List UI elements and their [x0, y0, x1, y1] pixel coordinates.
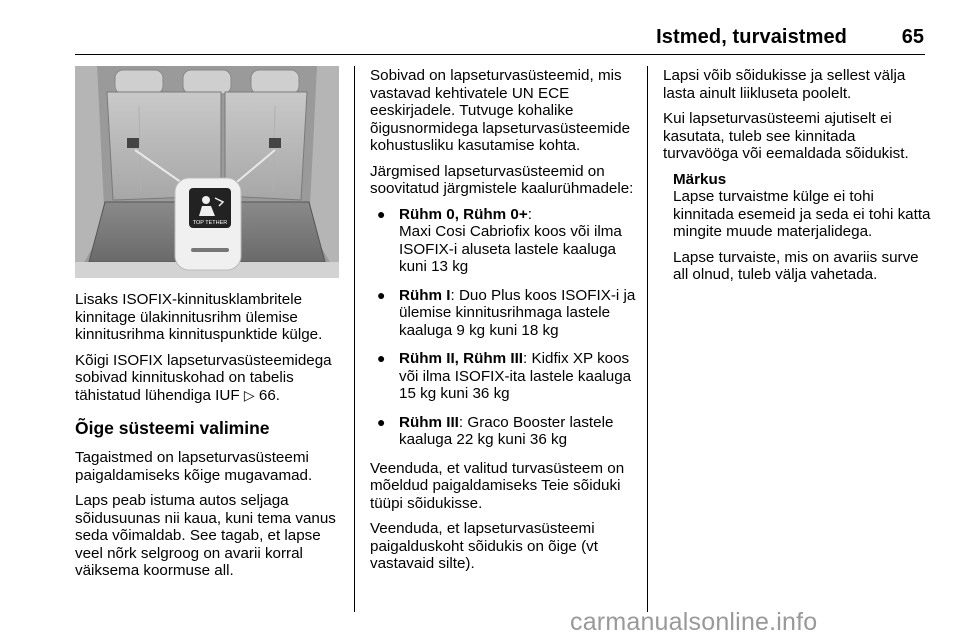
- note-box: [663, 171, 931, 284]
- note-title: Märkus: [673, 170, 727, 188]
- weight-group-list: [370, 206, 638, 449]
- paragraph: Tagaistmed on lapseturvasüsteemi paigaldamiseks kõige mugavamad.: [75, 449, 313, 484]
- bullet-icon: ●: [377, 413, 386, 430]
- bullet-icon: ●: [377, 205, 386, 222]
- top-tether-illustration: [75, 66, 339, 278]
- list-item: ● Rühm III: Graco Booster lastele kaaluga 22 kg kuni 36 kg: [377, 413, 614, 448]
- page-header: [0, 22, 960, 52]
- list-item: ● Rühm 0, Rühm 0+: Maxi Cosi Cabriofix koos või ilma ISOFIX-i aluseta lastele kaaluga kuni 13 kg: [377, 205, 622, 275]
- page-number: 65: [901, 26, 924, 48]
- paragraph: Veenduda, et valitud turvasüsteem on mõeldud paigaldamiseks Teie sõiduki tüüpi sõidukisse.: [370, 459, 625, 512]
- column-divider-2: [647, 66, 648, 612]
- watermark: carmanualsonline.info: [570, 608, 818, 636]
- section-title: Istmed, turvaistmed: [656, 26, 847, 48]
- column-1: [75, 291, 345, 588]
- note-paragraph: Lapse turvaistme külge ei tohi kinnitada esemeid ja seda ei tohi katta mingite muude materjalidega.: [673, 188, 931, 240]
- arrow-right-outline-icon: ▷: [243, 386, 255, 403]
- section-heading: Õige süsteemi valimine: [75, 418, 270, 438]
- list-item: ● Rühm I: Duo Plus koos ISOFIX-i ja ülemise kinnitusrihmaga lastele kaaluga 9 kg kuni 18 kg: [377, 286, 636, 339]
- page-reference[interactable]: 66.: [258, 386, 281, 404]
- paragraph: Kui lapseturvasüsteemi ajutiselt ei kasutata, tuleb see kinnitada turvavööga või eemaldada sõidukist.: [663, 110, 909, 162]
- paragraph: Lapsi võib sõidukisse ja sellest välja lasta ainult liikluseta poolelt.: [663, 67, 906, 102]
- paragraph: Veenduda, et lapseturvasüsteemi paigalduskoht sõidukis on õige (vt vastavaid silte).: [370, 520, 598, 572]
- paragraph: Lisaks ISOFIX-kinnitusklambritele kinnitage ülakinnitusrihm ülemise kinnitusrihma kinnituspunktide külge.: [75, 291, 323, 343]
- badge-label: TOP TETHER: [192, 220, 228, 226]
- bullet-icon: ●: [377, 350, 386, 366]
- column-3: [663, 67, 931, 292]
- list-item: ● Rühm II, Rühm III: Kidfix XP koos või ilma ISOFIX-ita lastele kaaluga 15 kg kuni 36 kg: [377, 350, 632, 402]
- header-rule: [75, 54, 925, 55]
- column-2: [370, 67, 638, 581]
- paragraph: Laps peab istuma autos seljaga sõidusuunas nii kaua, kuni tema vanus seda võimaldab. See tagab, et lapse veel nõrk selgroog on avarii korral väiksema koormuse all.: [75, 492, 336, 579]
- paragraph-with-reference: Kõigi ISOFIX lapseturvasüsteemidega sobivad kinnituskohad on tabelis tähistatud lühendiga IUF ▷ 66.: [75, 351, 332, 404]
- cargo-area-drawing: [75, 66, 339, 278]
- note-paragraph: Lapse turvaiste, mis on avariis surve all olnud, tuleb välja vahetada.: [673, 248, 919, 283]
- bullet-icon: ●: [377, 286, 386, 303]
- column-divider-1: [354, 66, 355, 612]
- paragraph: Sobivad on lapseturvasüsteemid, mis vastavad kehtivatele UN ECE eeskirjadele. Tutvuge kohalike õigusnormidega lapseturvasüsteemide kohustusliku kasutamise kohta.: [370, 67, 631, 154]
- paragraph: Järgmised lapseturvasüsteemid on soovitatud järgmistele kaalurühmadele:: [370, 162, 634, 197]
